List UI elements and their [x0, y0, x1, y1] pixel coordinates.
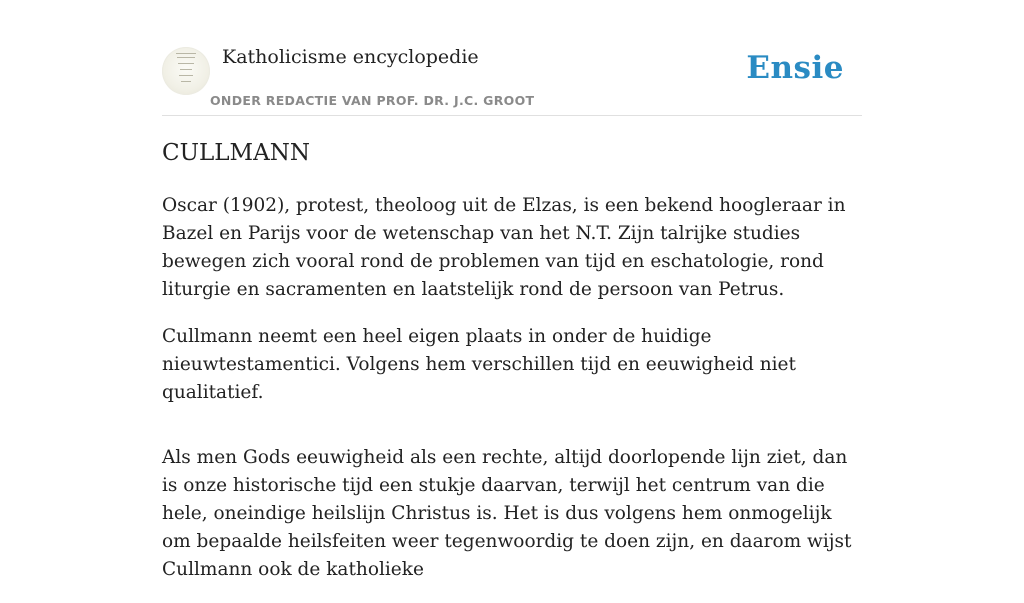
article-paragraph-2: Cullmann neemt een heel eigen plaats in onder de huidige nieuwtestamentici. Volgens hem verschillen tijd en eeuwigheid niet qualitatief.: [162, 326, 796, 403]
site-header: [162, 0, 862, 116]
encyclopedia-cover-thumbnail[interactable]: [162, 47, 210, 95]
article-paragraph-3: Als men Gods eeuwigheid als een rechte, altijd doorlopende lijn ziet, dan is onze historische tijd een stukje daarvan, terwijl het centrum van die hele, oneindige heilslijn Christus is. Het is dus volgens hem onmogelijk om bepaalde heilsfeiten weer tegenwoordig te doen zijn, en daarom wijst Cullmann ook de katholieke: [162, 447, 852, 580]
article-title: CULLMANN: [162, 140, 310, 166]
page: [162, 0, 862, 580]
site-title[interactable]: Katholicisme encyclopedie: [222, 46, 479, 68]
ensie-logo[interactable]: Ensie: [746, 50, 844, 86]
article-paragraph-1: Oscar (1902), protest, theoloog uit de Elzas, is een bekend hoogleraar in Bazel en Parijs voor de wetenschap van het N.T. Zijn talrijke studies bewegen zich vooral rond de problemen van tijd en eschatologie, rond liturgie en sacramenten en laatstelijk rond de persoon van Petrus.: [162, 195, 846, 300]
editor-subtitle: ONDER REDACTIE VAN PROF. DR. J.C. GROOT: [210, 93, 535, 108]
article-body: [162, 192, 862, 603]
